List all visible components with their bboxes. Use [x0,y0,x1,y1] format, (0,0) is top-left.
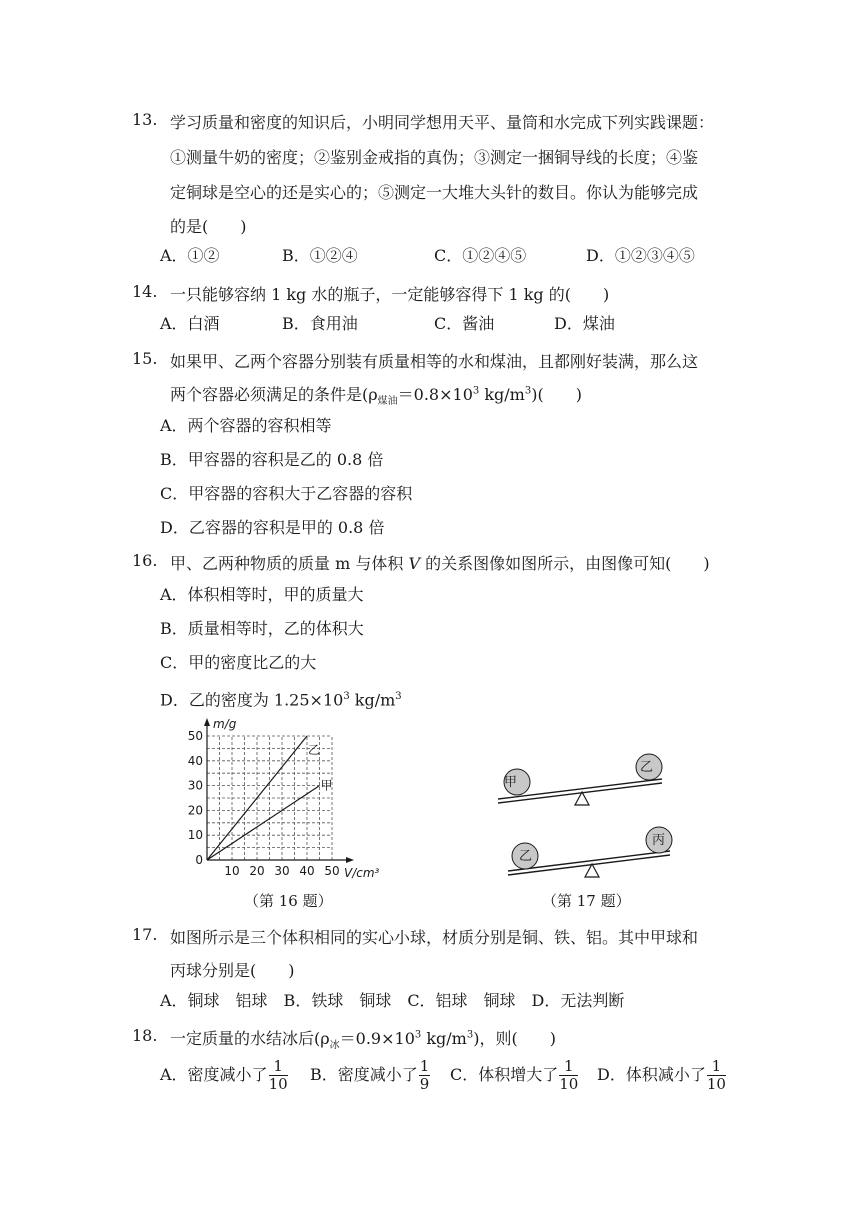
fraction-numerator: 1 [707,1058,726,1076]
x-tick-label: 50 [324,864,340,878]
q13-line-3: 定铜球是空心的还是实心的；⑤测定一大堆大头针的数目。你认为能够完成 [170,183,699,202]
q14-number: 14. [132,282,158,301]
q17-caption: （第 17 题） [542,892,631,910]
fraction-denominator: 10 [559,1075,579,1093]
mass-volume-chart [187,712,390,882]
q18-option-b-text: B．密度减小了 [310,1065,418,1084]
q18-stem [170,1026,556,1051]
fraction-denominator: 10 [268,1075,288,1093]
y-axis-arrow [204,718,210,726]
q18-stem-pre: 一定质量的水结冰后(ρ [170,1029,330,1048]
fraction-denominator: 10 [706,1075,726,1093]
fraction-numerator: 1 [269,1058,288,1076]
q13-option-a: A．①② [160,246,220,265]
ball-yi-top-label: 乙 [640,760,654,775]
q18-exponent: 3 [414,1029,422,1041]
x-tick-label: 20 [249,864,265,878]
q17-options: A．铜球 铝球 B．铁球 铜球 C．铝球 铜球 D．无法判断 [160,991,625,1010]
x-tick-label: 10 [224,864,240,878]
q13-option-b: B．①②④ [282,246,358,265]
q18-option-d [597,1058,727,1093]
y-tick-label: 40 [187,753,203,768]
q15-unit-exponent: 3 [524,385,532,397]
q16-option-a: A．体积相等时，甲的质量大 [160,585,364,604]
series-label-jia: 甲 [320,778,333,793]
fraction-denominator: 9 [419,1075,430,1093]
q18-option-d-text: D．体积减小了 [597,1065,706,1084]
q18-unit-exponent: 3 [466,1029,474,1041]
q14-stem: 一只能够容纳 1 kg 水的瓶子，一定能够容得下 1 kg 的( ) [170,285,610,304]
q18-option-c-text: C．体积增大了 [450,1065,559,1084]
q16-option-d-text: D．乙的密度为 1.25×10 [160,690,344,710]
x-axis-label: V/cm³ [344,866,380,880]
q16-caption: （第 16 题） [244,892,333,910]
q16-number: 16. [132,551,158,570]
q16-option-d [160,686,402,711]
q15-subscript: 煤油 [377,396,398,408]
q17-line-2: 丙球分别是( ) [170,961,295,980]
q13-line-2: ①测量牛奶的密度；②鉴别金戒指的真伪；③测定一捆铜导线的长度；④鉴 [170,148,699,167]
q14-option-b: B．食用油 [282,314,358,333]
q15-option-d: D．乙容器的容积是甲的 0.8 倍 [160,518,385,537]
series-label-yi: 乙 [308,743,321,757]
q18-option-a [160,1058,289,1093]
q18-option-a-text: A．密度减小了 [160,1065,268,1084]
q13-number: 13. [132,110,158,129]
q15-unit: kg/m [479,385,525,404]
q17-number: 17. [132,925,158,944]
q16-option-c: C．甲的密度比乙的大 [160,653,317,672]
y-tick-label: 50 [187,729,203,743]
q18-option-a-fraction [269,1058,288,1093]
y-tick-label: 20 [187,803,203,818]
q18-unit: kg/m [421,1029,467,1048]
x-tick-label: 30 [274,864,290,878]
q14-option-d: D．煤油 [554,314,615,333]
q18-option-b [310,1058,431,1093]
q16-stem-v: V [408,554,420,573]
fraction-numerator: 1 [419,1057,430,1075]
y-axis-label: m/g [213,717,237,731]
ball-yi-bottom-label: 乙 [519,849,533,864]
bottom-fulcrum [585,864,599,877]
q13-option-d: D．①②③④⑤ [586,246,695,265]
q16-option-d-unit-exp: 3 [395,691,402,702]
q16-stem-pre: 甲、乙两种物质的质量 m 与体积 [170,554,409,573]
q14-option-a: A．白酒 [160,314,220,333]
q18-option-d-fraction [707,1058,726,1093]
y-tick-label: 30 [187,778,203,793]
q16-option-b: B．质量相等时，乙的体积大 [160,619,364,638]
q17-line-1: 如图所示是三个体积相同的实心小球，材质分别是铜、铁、铝。其中甲球和 [170,928,699,947]
q18-option-c [450,1058,579,1093]
q16-option-d-unit: kg/m [349,690,396,710]
y-tick-label: 10 [187,828,203,843]
q18-number: 18. [132,1026,158,1045]
origin-label: 0 [195,853,203,867]
x-axis-arrow [346,857,354,863]
q16-stem-post: 的关系图像如图所示，由图像可知( ) [420,554,710,573]
q15-exponent: 3 [472,385,480,397]
q15-number: 15. [132,349,158,368]
q14-option-c: C．酱油 [434,314,495,333]
q18-blank: )，则( ) [473,1029,556,1048]
q18-density-value: ＝0.9×10 [339,1029,415,1048]
q15-blank: )( ) [531,385,582,404]
q13-option-c: C．①②④⑤ [434,246,527,265]
q15-line-2 [170,382,582,407]
q18-option-c-fraction [559,1058,578,1093]
q15-line-1: 如果甲、乙两个容器分别装有质量相等的水和煤油，且都刚好装满，那么这 [170,352,699,371]
q18-subscript: 冰 [329,1040,340,1052]
ball-jia-label: 甲 [504,775,518,790]
q16-option-d-exp: 3 [343,691,350,702]
q15-option-b: B．甲容器的容积是乙的 0.8 倍 [160,450,384,469]
x-tick-label: 40 [299,864,315,878]
q15-condition-prefix: 两个容器必须满足的条件是(ρ [170,385,378,404]
fraction-numerator: 1 [559,1058,578,1076]
ball-bing-label: 丙 [652,833,666,848]
q16-stem [170,551,710,574]
q13-line-4: 的是( ) [170,217,247,236]
q18-option-b-fraction [419,1058,431,1093]
q13-line-1: 学习质量和密度的知识后，小明同学想用天平、量筒和水完成下列实践课题： [170,113,715,132]
q15-option-c: C．甲容器的容积大于乙容器的容积 [160,484,413,503]
q15-density-value: ＝0.8×10 [397,385,473,404]
q15-option-a: A．两个容器的容积相等 [160,416,332,435]
